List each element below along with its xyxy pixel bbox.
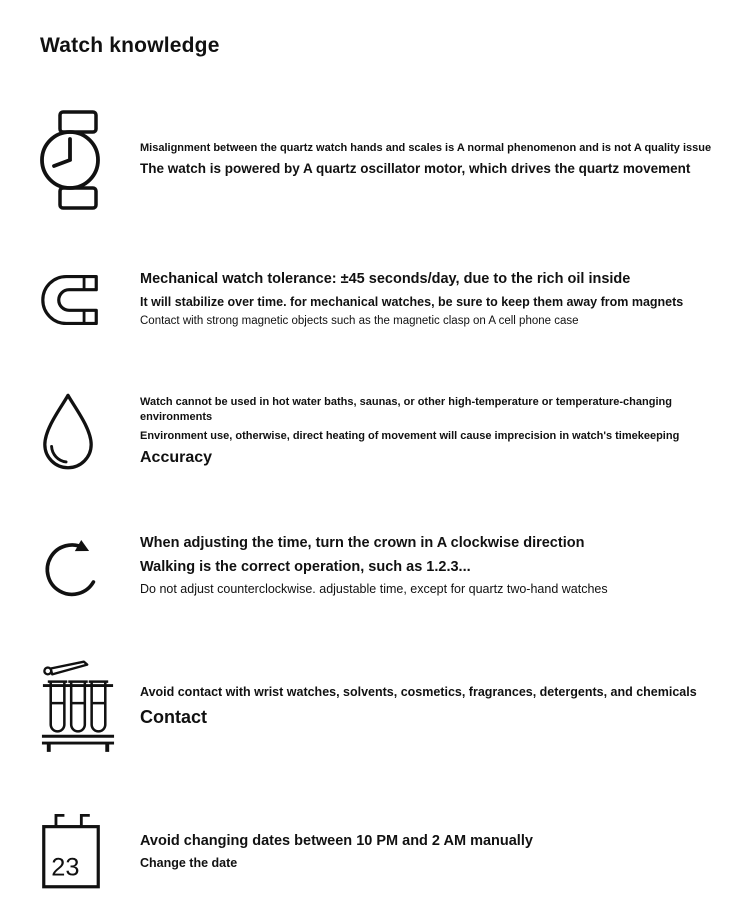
section-quartz-movement <box>40 110 720 210</box>
rotate-clockwise-icon <box>40 532 140 600</box>
section-temperature-accuracy <box>40 390 720 474</box>
section-time-adjustment-text <box>140 530 720 602</box>
section-temperature-accuracy-text <box>140 391 720 473</box>
section-chemical-contact <box>40 658 720 756</box>
water-drop-icon-svg <box>40 390 96 474</box>
time-adjust-line-3: Do not adjust counterclockwise. adjustable time, except for quartz two-hand watches <box>140 582 608 597</box>
temperature-line-2: Environment use, otherwise, direct heating of movement will cause imprecision in watch's timekeeping <box>140 429 680 442</box>
calendar-day-number: 23 <box>51 853 80 882</box>
section-magnetism <box>40 266 720 334</box>
time-adjust-line-2: Walking is the correct operation, such as 1.2.3... <box>140 558 471 575</box>
change-date-line-2: Change the date <box>140 856 238 871</box>
test-tubes-icon <box>40 658 140 756</box>
change-date-line-1: Avoid changing dates between 10 PM and 2 AM manually <box>140 832 533 849</box>
magnetism-line-2: It will stabilize over time. for mechanical watches, be sure to keep them away from magnets <box>140 294 684 309</box>
quartz-line-2: The watch is powered by A quartz oscillator motor, which drives the quartz movement <box>140 161 691 177</box>
watch-icon <box>40 110 140 210</box>
section-chemical-contact-text <box>140 680 720 733</box>
watch-icon-svg <box>40 110 104 210</box>
section-change-date-text <box>140 828 720 876</box>
magnet-icon-svg <box>40 272 100 328</box>
section-quartz-movement-text <box>140 137 720 182</box>
section-change-date <box>40 812 720 892</box>
section-magnetism-text <box>140 266 720 334</box>
magnetism-line-3: Contact with strong magnetic objects such as the magnetic clasp on A cell phone case <box>140 315 579 328</box>
page-title: Watch knowledge <box>40 34 220 57</box>
magnet-icon <box>40 272 140 328</box>
temperature-line-1: Watch cannot be used in hot water baths, saunas, or other high-temperature or temperature-changing environments <box>140 395 672 423</box>
rotate-clockwise-icon-svg <box>40 532 104 600</box>
time-adjust-line-1: When adjusting the time, turn the crown in A clockwise direction <box>140 534 585 551</box>
calendar-icon <box>40 812 140 892</box>
calendar-icon-svg <box>40 812 102 892</box>
magnetism-line-1: Mechanical watch tolerance: ±45 seconds/day, due to the rich oil inside <box>140 271 631 287</box>
accuracy-heading: Accuracy <box>140 449 213 467</box>
quartz-line-1: Misalignment between the quartz watch hands and scales is A normal phenomenon and is not A quality issue <box>140 142 712 155</box>
water-drop-icon <box>40 390 140 474</box>
chemicals-line-1: Avoid contact with wrist watches, solvents, cosmetics, fragrances, detergents, and chemicals <box>140 685 697 700</box>
test-tubes-icon-svg <box>40 658 116 756</box>
contact-heading: Contact <box>140 707 207 728</box>
section-time-adjustment <box>40 530 720 602</box>
